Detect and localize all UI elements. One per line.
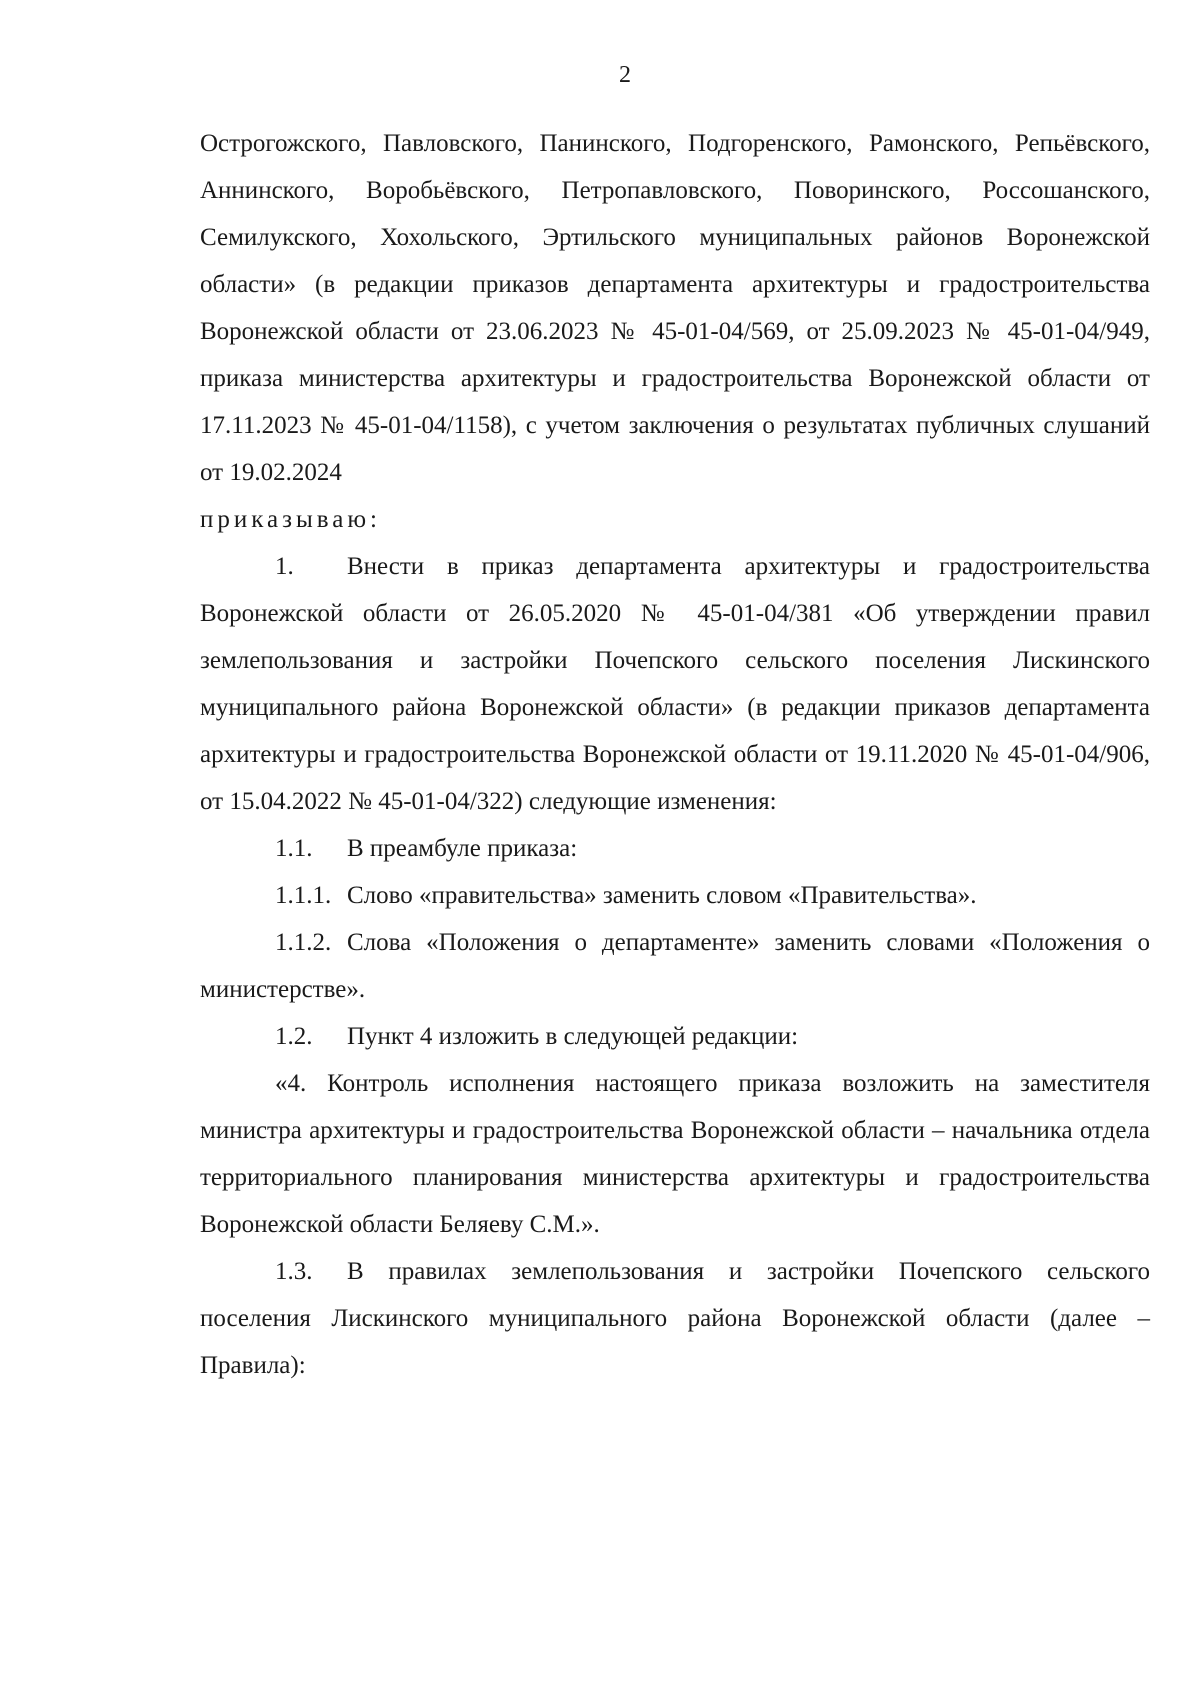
item-number: 1.1.1. bbox=[275, 882, 332, 909]
item-number: 1.1. bbox=[275, 835, 313, 862]
item-text: Пункт 4 изложить в следующей редакции: bbox=[347, 1023, 799, 1050]
item-number: 1.3. bbox=[275, 1258, 313, 1285]
item-number: 1. bbox=[275, 553, 294, 580]
paragraph-item-1-3 bbox=[200, 1248, 1150, 1389]
document-body bbox=[200, 120, 1150, 1389]
item-text: Внести в приказ департамента архитектуры и градостроительства Воронежской области от 26.05.2020 № 45-01-04/381 «Об утверждении правил землепользования и застройки Почепского сельского поселения Лискинского муниципального района Воронежской области» (в редакции приказов департамента архитектуры и градостроительства Воронежской области от 19.11.2020 № 45-01-04/906, от 15.04.2022 № 45-01-04/322) следующие изменения: bbox=[200, 553, 1150, 815]
page-number: 2 bbox=[619, 62, 631, 88]
paragraph-item-1 bbox=[200, 543, 1150, 825]
item-number: 1.2. bbox=[275, 1023, 313, 1050]
paragraph-item-1-2 bbox=[200, 1013, 1150, 1060]
item-text: В преамбуле приказа: bbox=[347, 835, 578, 862]
item-text: Слово «правительства» заменить словом «Правительства». bbox=[347, 882, 977, 909]
paragraph-item-1-2-quote: «4. Контроль исполнения настоящего приказа возложить на заместителя министра архитектуры и градостроительства Воронежской области – начальника отдела территориального планирования министерства архитектуры и градостроительства Воронежской области Беляеву С.М.». bbox=[200, 1070, 1150, 1238]
paragraph-item-1-1 bbox=[200, 825, 1150, 872]
paragraph-preamble-continuation: Острогожского, Павловского, Панинского, Подгоренского, Рамонского, Репьёвского, Аннинского, Воробьёвского, Петропавловского, Поворинского, Россошанского, Семилукского, Хохольского, Эртильского муниципальных районов Воронежской области» (в редакции приказов департамента архитектуры и градостроительства Воронежской области от 23.06.2023 № 45-01-04/569, от 25.09.2023 № 45-01-04/949, приказа министерства архитектуры и градостроительства Воронежской области от 17.11.2023 № 45-01-04/1158), с учетом заключения о результатах публичных слушаний от 19.02.2024 bbox=[200, 130, 1150, 486]
paragraph-item-1-1-1 bbox=[200, 872, 1150, 919]
paragraph-item-1-1-2 bbox=[200, 919, 1150, 1013]
paragraph-order-word: приказываю: bbox=[200, 506, 381, 533]
item-number: 1.1.2. bbox=[275, 929, 332, 956]
item-text: Слова «Положения о департаменте» заменить словами «Положения о министерстве». bbox=[200, 929, 1150, 1003]
item-text: В правилах землепользования и застройки Почепского сельского поселения Лискинского муниципального района Воронежской области (далее – Правила): bbox=[200, 1258, 1150, 1379]
